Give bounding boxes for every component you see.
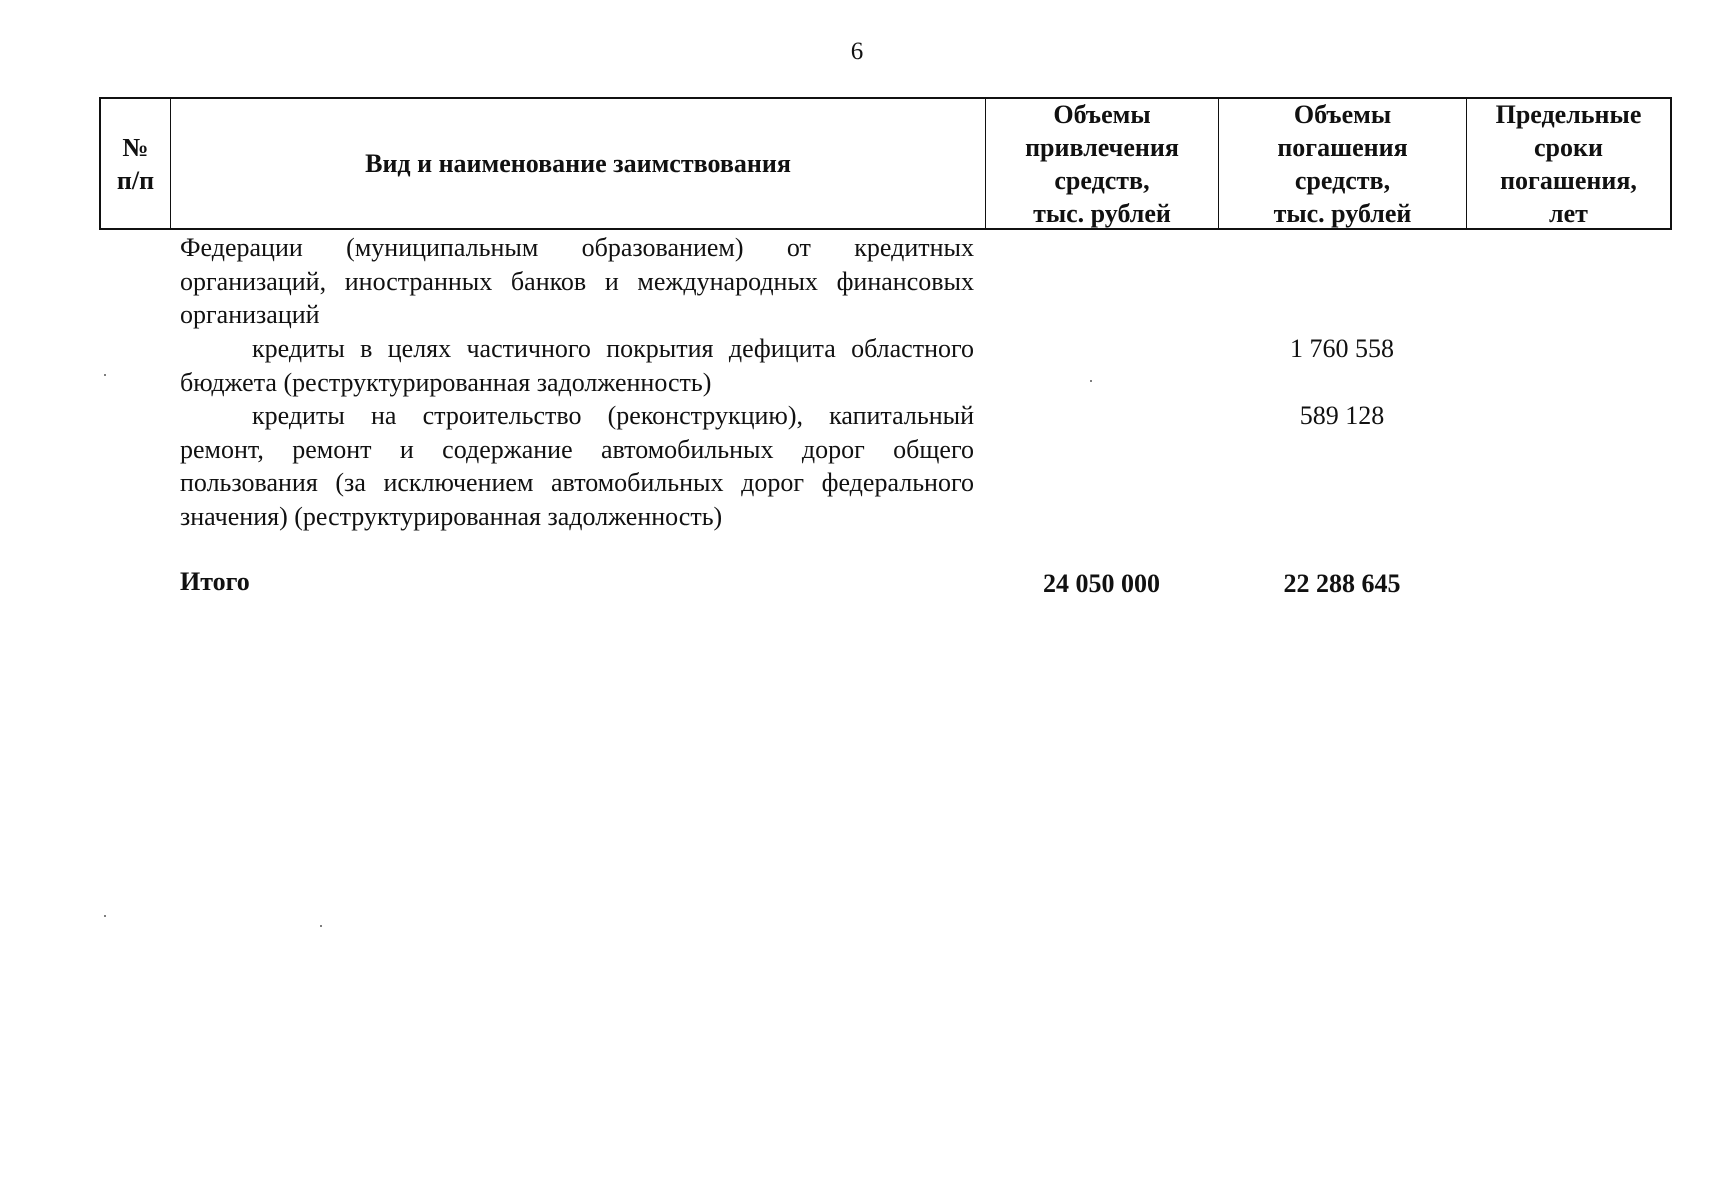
header-number: № п/п: [101, 99, 171, 228]
scan-speck: [1090, 380, 1092, 382]
header-attract-volume: Объемы привлечения средств, тыс. рублей: [986, 99, 1219, 228]
row-name-continuation: Федерации (муниципальным образованием) от кредитных организаций, иностранных банков и международных финансовых организаций: [180, 233, 974, 329]
header-repay-term: Предельные сроки погашения, лет: [1495, 99, 1642, 228]
scan-speck: [320, 925, 322, 927]
total-label: Итого: [180, 567, 250, 596]
page-number: 6: [850, 38, 864, 65]
scan-speck: [104, 374, 106, 376]
row-repay-budget-deficit-credits: 1 760 558: [1290, 334, 1394, 363]
total-repay: 22 288 645: [1283, 569, 1401, 598]
row-name-budget-deficit-credits: кредиты в целях частичного покрытия дефицита областного бюджета (реструктурированная задолженность): [180, 334, 974, 397]
header-name: Вид и наименование заимствования: [171, 99, 986, 228]
total-attract: 24 050 000: [1043, 569, 1160, 598]
scan-speck: [104, 915, 106, 917]
header-repay-volume: Объемы погашения средств, тыс. рублей: [1219, 99, 1467, 228]
row-repay-road-credits: 589 128: [1299, 401, 1385, 430]
row-name-road-credits: кредиты на строительство (реконструкцию), капитальный ремонт, ремонт и содержание автомобильных дорог общего пользования (за исключением автомобильных дорог федерального значения) (реструктурированная задолженность): [180, 401, 974, 531]
table-header: [99, 97, 1672, 230]
